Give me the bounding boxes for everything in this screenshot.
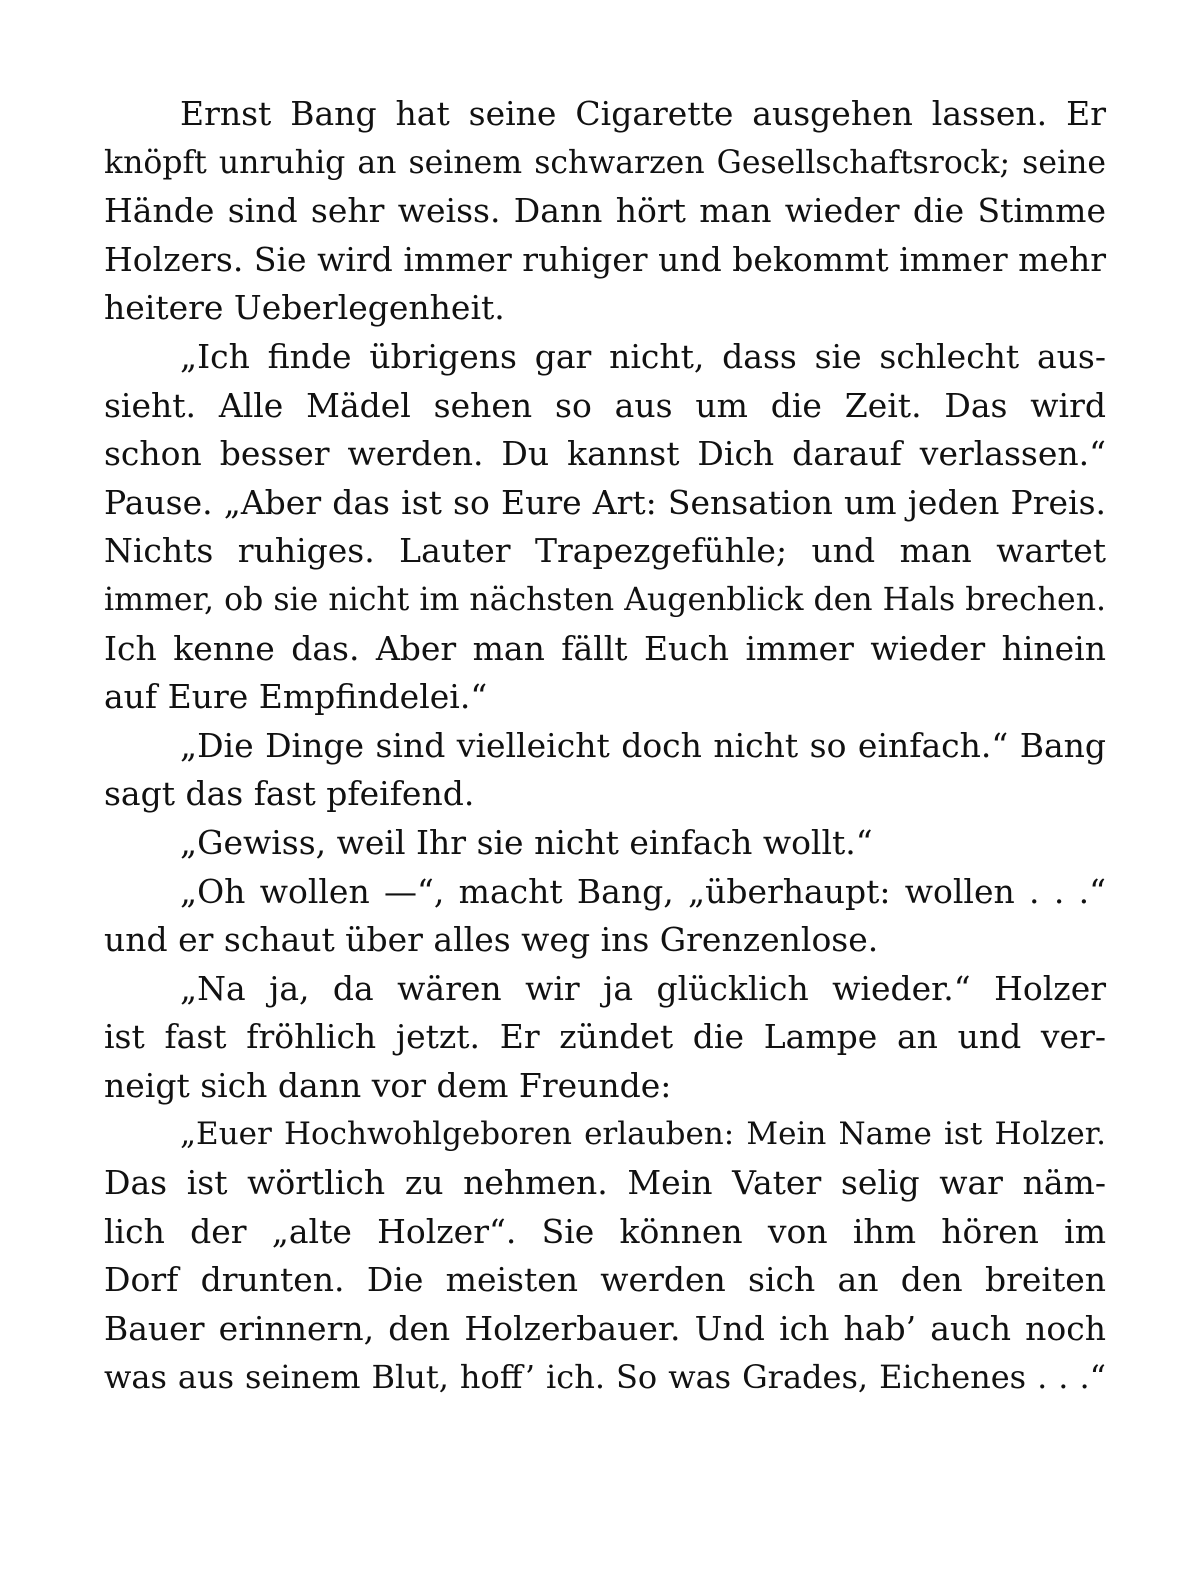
text-line: schon besser werden. Du kannst Dich darauf verlassen.“ [104,434,1106,474]
text-line: Hände sind sehr weiss. Dann hört man wieder die Stimme [104,191,1106,231]
text-line: heitere Ueberlegenheit. [104,288,505,328]
text-line: Das ist wörtlich zu nehmen. Mein Vater selig war näm- [104,1163,1106,1203]
text-line: „Gewiss, weil Ihr sie nicht einfach wollt.“ [180,822,873,862]
text-line: Bauer erinnern, den Holzerbauer. Und ich hab’ auch noch [104,1308,1106,1348]
paragraph [104,722,1106,819]
text-line: Ernst Bang hat seine Cigarette ausgehen lassen. Er [180,94,1106,133]
text-line: sagt das fast pfeifend. [104,774,475,814]
text-line: „Euer Hochwohlgeboren erlauben: Mein Name ist Holzer. [180,1116,1106,1153]
paragraph [104,90,1106,333]
text-line: Pause. „Aber das ist so Eure Art: Sensation um jeden Preis. [104,482,1106,522]
text-line: „Ich finde übrigens gar nicht, dass sie schlecht aus- [180,336,1106,376]
text-line: und er schaut über alles weg ins Grenzenlose. [104,920,879,960]
text-line: Dorf drunten. Die meisten werden sich an den breiten [104,1260,1106,1300]
paragraph [104,868,1106,965]
text-line: ist fast fröhlich jetzt. Er zündet die Lampe an und ver- [104,1017,1106,1057]
text-line: Holzers. Sie wird immer ruhiger und bekommt immer mehr [104,239,1106,279]
text-line: „Oh wollen —“, macht Bang, „überhaupt: wollen . . .“ [180,871,1106,911]
text-line: „Na ja, da wären wir ja glücklich wieder.“ Holzer [180,968,1106,1008]
text-line: sieht. Alle Mädel sehen so aus um die Zeit. Das wird [104,385,1106,425]
page-text [104,90,1106,1402]
text-line: Ich kenne das. Aber man fällt Euch immer wieder hinein [104,628,1106,668]
text-line: knöpft unruhig an seinem schwarzen Gesellschaftsrock; seine [104,144,1106,181]
text-line: auf Eure Empfindelei.“ [104,677,488,717]
paragraph [104,965,1106,1111]
paragraph [104,819,1106,868]
text-line: immer, ob sie nicht im nächsten Augenblick den Hals brechen. [104,581,1106,618]
text-line: lich der „alte Holzer“. Sie können von ihm hören im [104,1211,1106,1251]
paragraph [104,333,1106,722]
text-line: neigt sich dann vor dem Freunde: [104,1065,672,1105]
text-line: Nichts ruhiges. Lauter Trapezgefühle; und man wartet [104,531,1106,571]
text-line: „Die Dinge sind vielleicht doch nicht so einfach.“ Bang [180,725,1106,765]
paragraph [104,1110,1106,1402]
text-line: was aus seinem Blut, hoff’ ich. So was Grades, Eichenes . . .“ [104,1358,1106,1397]
